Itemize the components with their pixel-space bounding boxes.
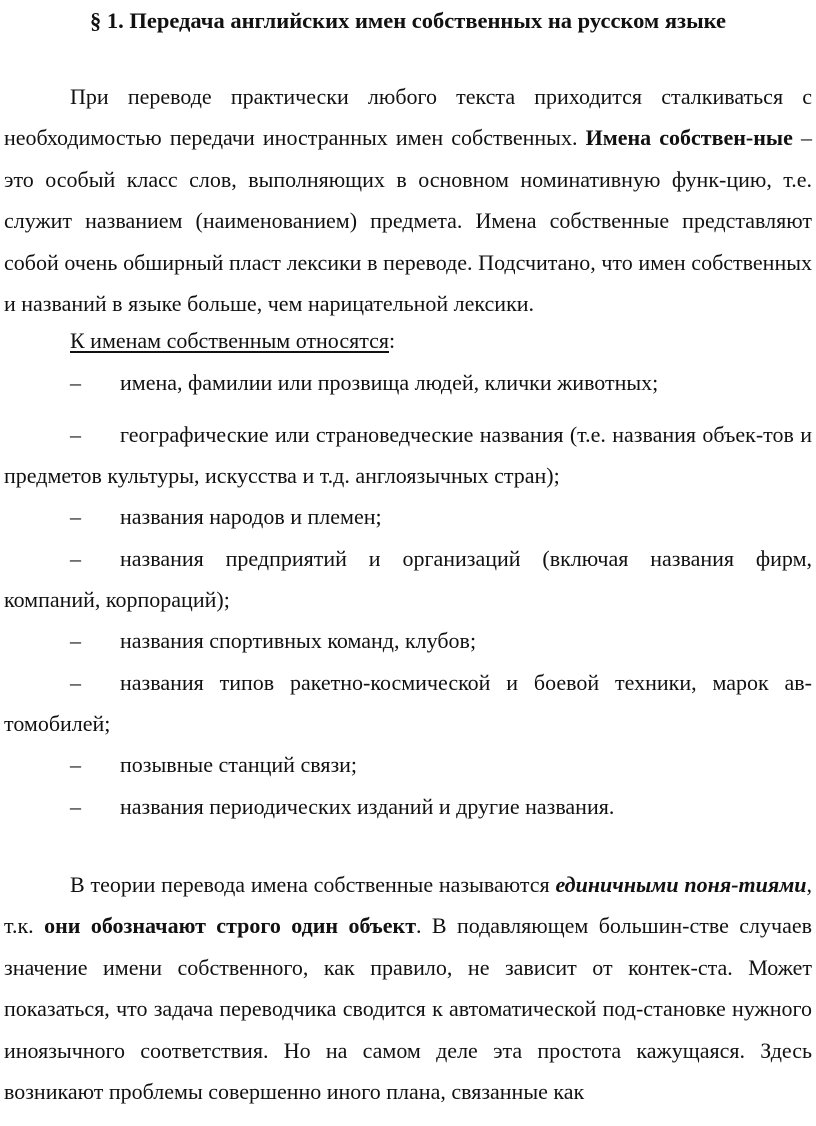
list-item [4, 786, 812, 827]
list-lead-underlined: К именам собственным относятся [70, 328, 389, 353]
list-item-text: названия предприятий и организаций (включая названия фирм, компаний, корпораций); [4, 546, 812, 613]
intro-text-2: – это особый класс слов, выполняющих в основном номинативную функ-цию, т.е. служит названием (наименованием) предмета. Имена собственные представляют собой очень обширный пласт лексики в переводе. Подсчитано, что имен собственных и названий в языке больше, чем нарицательной лексики. [4, 125, 813, 317]
theory-text-1: В теории перевода имена собственные называются [70, 872, 556, 897]
list-marker: – [70, 422, 81, 447]
intro-text-1: При переводе практически любого текста приходится сталкиваться с необходимостью передачи иностранных имен собственных. [4, 84, 812, 151]
list-lead-colon: : [389, 328, 396, 353]
list-item-text: названия народов и племен; [120, 504, 382, 529]
list-item [4, 744, 812, 785]
list-marker: – [70, 504, 81, 529]
list-item-text: названия спортивных команд, клубов; [120, 628, 477, 653]
list-item-text: имена, фамилии или прозвища людей, клички животных; [120, 370, 659, 395]
theory-text-2: , т.к. [4, 872, 813, 939]
list-marker: – [70, 370, 81, 395]
list-lead [70, 322, 395, 360]
list-item-text: названия периодических изданий и другие названия. [120, 794, 615, 819]
theory-text-3: . В подавляющем большин-стве случаев значение имени собственного, как правило, не зависит от контек-ста. Может показаться, что задача переводчика сводится к автоматической под-становке нужного иноязычного соответствия. Но на самом деле эта простота кажущаяся. Здесь возникают проблемы совершенно иного плана, связанные как [4, 913, 812, 1105]
document-page [4, 0, 812, 1126]
list-item [4, 496, 812, 537]
list-marker: – [70, 752, 81, 777]
list-item-text: позывные станций связи; [120, 752, 358, 777]
list-item [4, 414, 812, 497]
list-item [4, 662, 812, 745]
intro-paragraph [4, 76, 812, 324]
list-marker: – [70, 628, 81, 653]
list-marker: – [70, 670, 81, 695]
list-item [4, 538, 812, 621]
list-marker: – [70, 794, 81, 819]
theory-term: единичными поня-тиями [555, 872, 807, 897]
list-item-text: географические или страноведческие названия (т.е. названия объек-тов и предметов культуры, искусства и т.д. англоязычных стран); [4, 422, 812, 489]
section-heading: § 1. Передача английских имен собственных на русском языке [89, 8, 727, 33]
list-marker: – [70, 546, 81, 571]
list-item-text: названия типов ракетно-космической и боевой техники, марок ав-томобилей; [4, 670, 812, 737]
list-item [4, 620, 812, 661]
list-item [4, 362, 812, 403]
theory-emphasis: они обозначают строго один объект [44, 913, 416, 939]
intro-term: Имена собствен-ные [585, 125, 793, 151]
theory-paragraph [4, 864, 812, 1112]
